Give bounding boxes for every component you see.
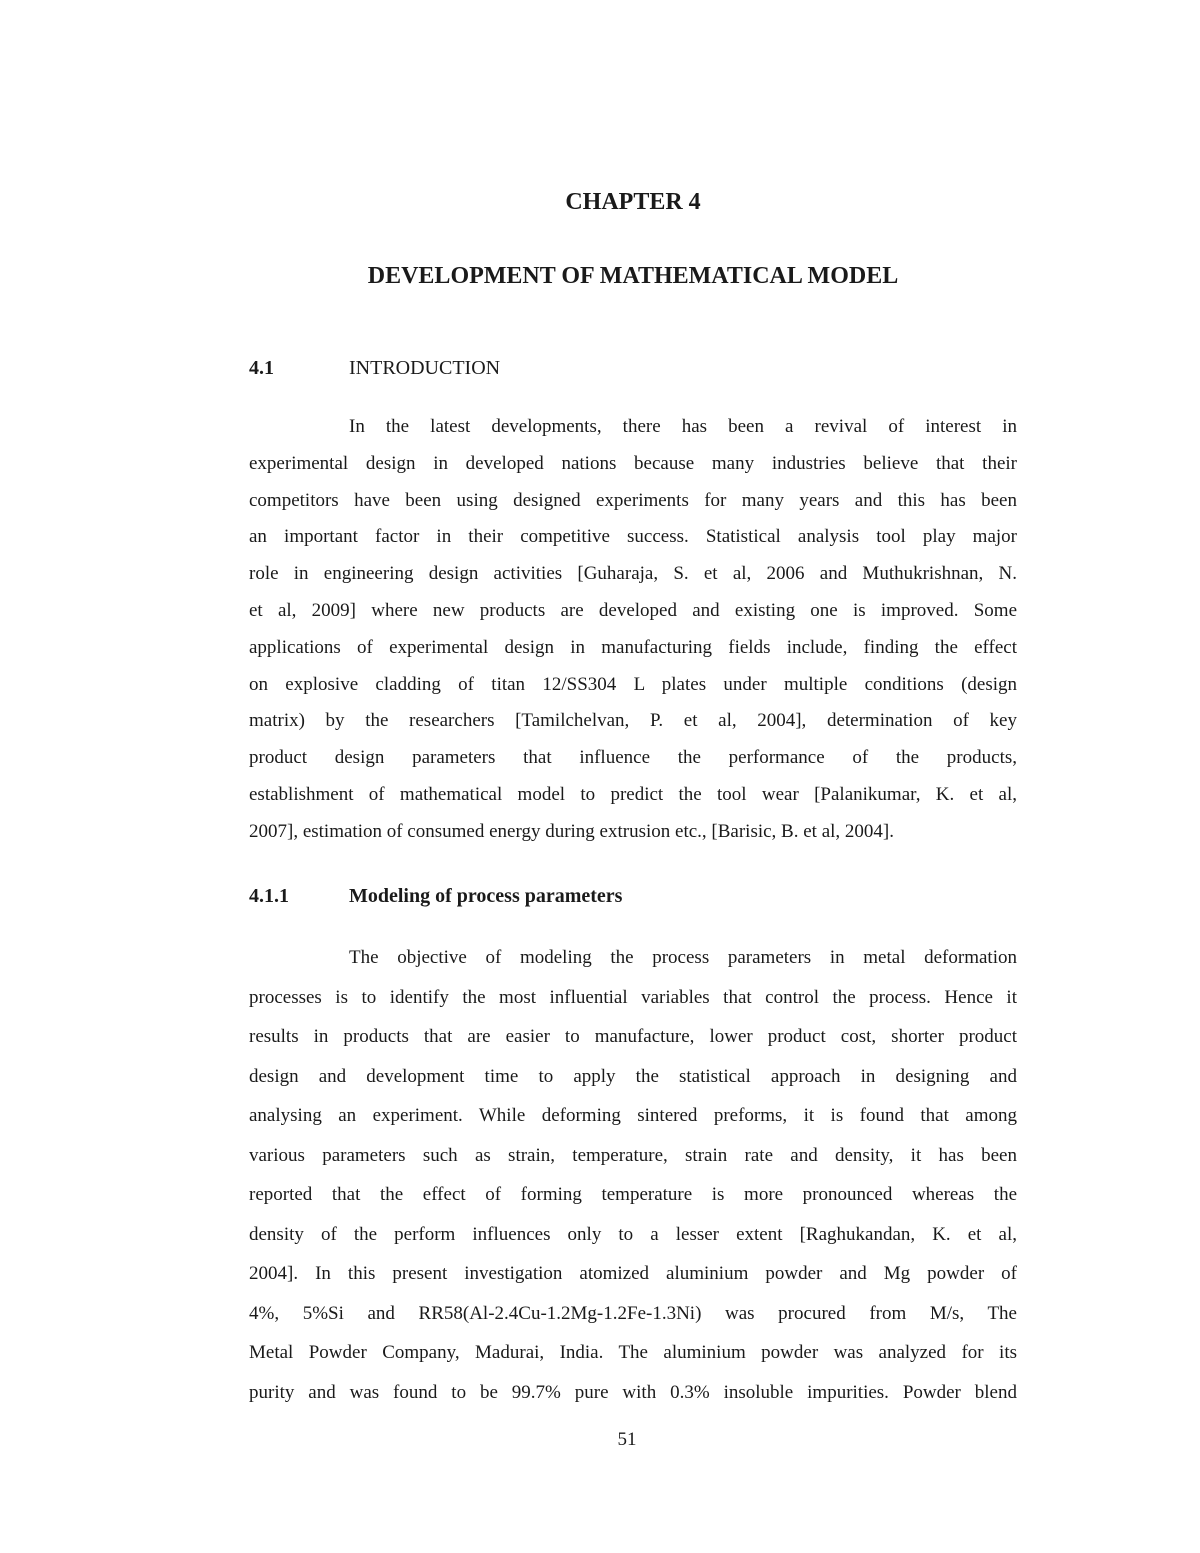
paragraph-line: applications of experimental design in manufacturing fields include, finding the effect: [249, 636, 1017, 658]
paragraph-line: reported that the effect of forming temperature is more pronounced whereas the: [249, 1184, 1017, 1205]
paragraph-line: experimental design in developed nations because many industries believe that their: [249, 452, 1017, 474]
paragraph-line: product design parameters that influence the performance of the products,: [249, 747, 1017, 769]
paragraph-line: 2004]. In this present investigation atomized aluminium powder and Mg powder of: [249, 1263, 1017, 1284]
section-title: INTRODUCTION: [349, 357, 501, 379]
introduction-paragraph: [249, 409, 1017, 851]
modeling-paragraph: [249, 938, 1017, 1412]
paragraph-line: processes is to identify the most influential variables that control the process. Hence it: [249, 986, 1017, 1008]
paragraph-line: analysing an experiment. While deforming sintered preforms, it is found that among: [249, 1105, 1017, 1126]
paragraph-line: In the latest developments, there has been a revival of interest in: [349, 416, 1017, 437]
paragraph-line: et al, 2009] where new products are developed and existing one is improved. Some: [249, 599, 1017, 621]
subsection-number: 4.1.1: [249, 885, 289, 907]
paragraph-line: establishment of mathematical model to predict the tool wear [Palanikumar, K. et al,: [249, 783, 1017, 805]
chapter-label: CHAPTER 4: [565, 189, 701, 215]
paragraph-line: an important factor in their competitive success. Statistical analysis tool play major: [249, 526, 1017, 548]
paragraph-line: The objective of modeling the process parameters in metal deformation: [349, 947, 1017, 968]
paragraph-line: purity and was found to be 99.7% pure with 0.3% insoluble impurities. Powder blend: [249, 1381, 1017, 1403]
chapter-title: DEVELOPMENT OF MATHEMATICAL MODEL: [367, 263, 899, 289]
subsection-title: Modeling of process parameters: [349, 885, 623, 907]
paragraph-line: 2007], estimation of consumed energy during extrusion etc., [Barisic, B. et al, 2004].: [249, 820, 894, 842]
paragraph-line: density of the perform influences only to a lesser extent [Raghukandan, K. et al,: [249, 1223, 1017, 1245]
paragraph-line: competitors have been using designed experiments for many years and this has been: [249, 489, 1017, 511]
page-number: 51: [617, 1429, 637, 1450]
section-number: 4.1: [249, 357, 274, 379]
paragraph-line: role in engineering design activities [Guharaja, S. et al, 2006 and Muthukrishnan, N.: [249, 563, 1017, 585]
paragraph-line: results in products that are easier to manufacture, lower product cost, shorter product: [249, 1026, 1017, 1047]
paragraph-line: design and development time to apply the statistical approach in designing and: [249, 1065, 1017, 1087]
paragraph-line: matrix) by the researchers [Tamilchelvan, P. et al, 2004], determination of key: [249, 710, 1017, 732]
paragraph-line: 4%, 5%Si and RR58(Al-2.4Cu-1.2Mg-1.2Fe-1.3Ni) was procured from M/s, The: [249, 1302, 1017, 1324]
paragraph-line: various parameters such as strain, temperature, strain rate and density, it has been: [249, 1144, 1017, 1166]
paragraph-line: on explosive cladding of titan 12/SS304 L plates under multiple conditions (design: [249, 673, 1017, 695]
paragraph-line: Metal Powder Company, Madurai, India. The aluminium powder was analyzed for its: [249, 1342, 1017, 1363]
